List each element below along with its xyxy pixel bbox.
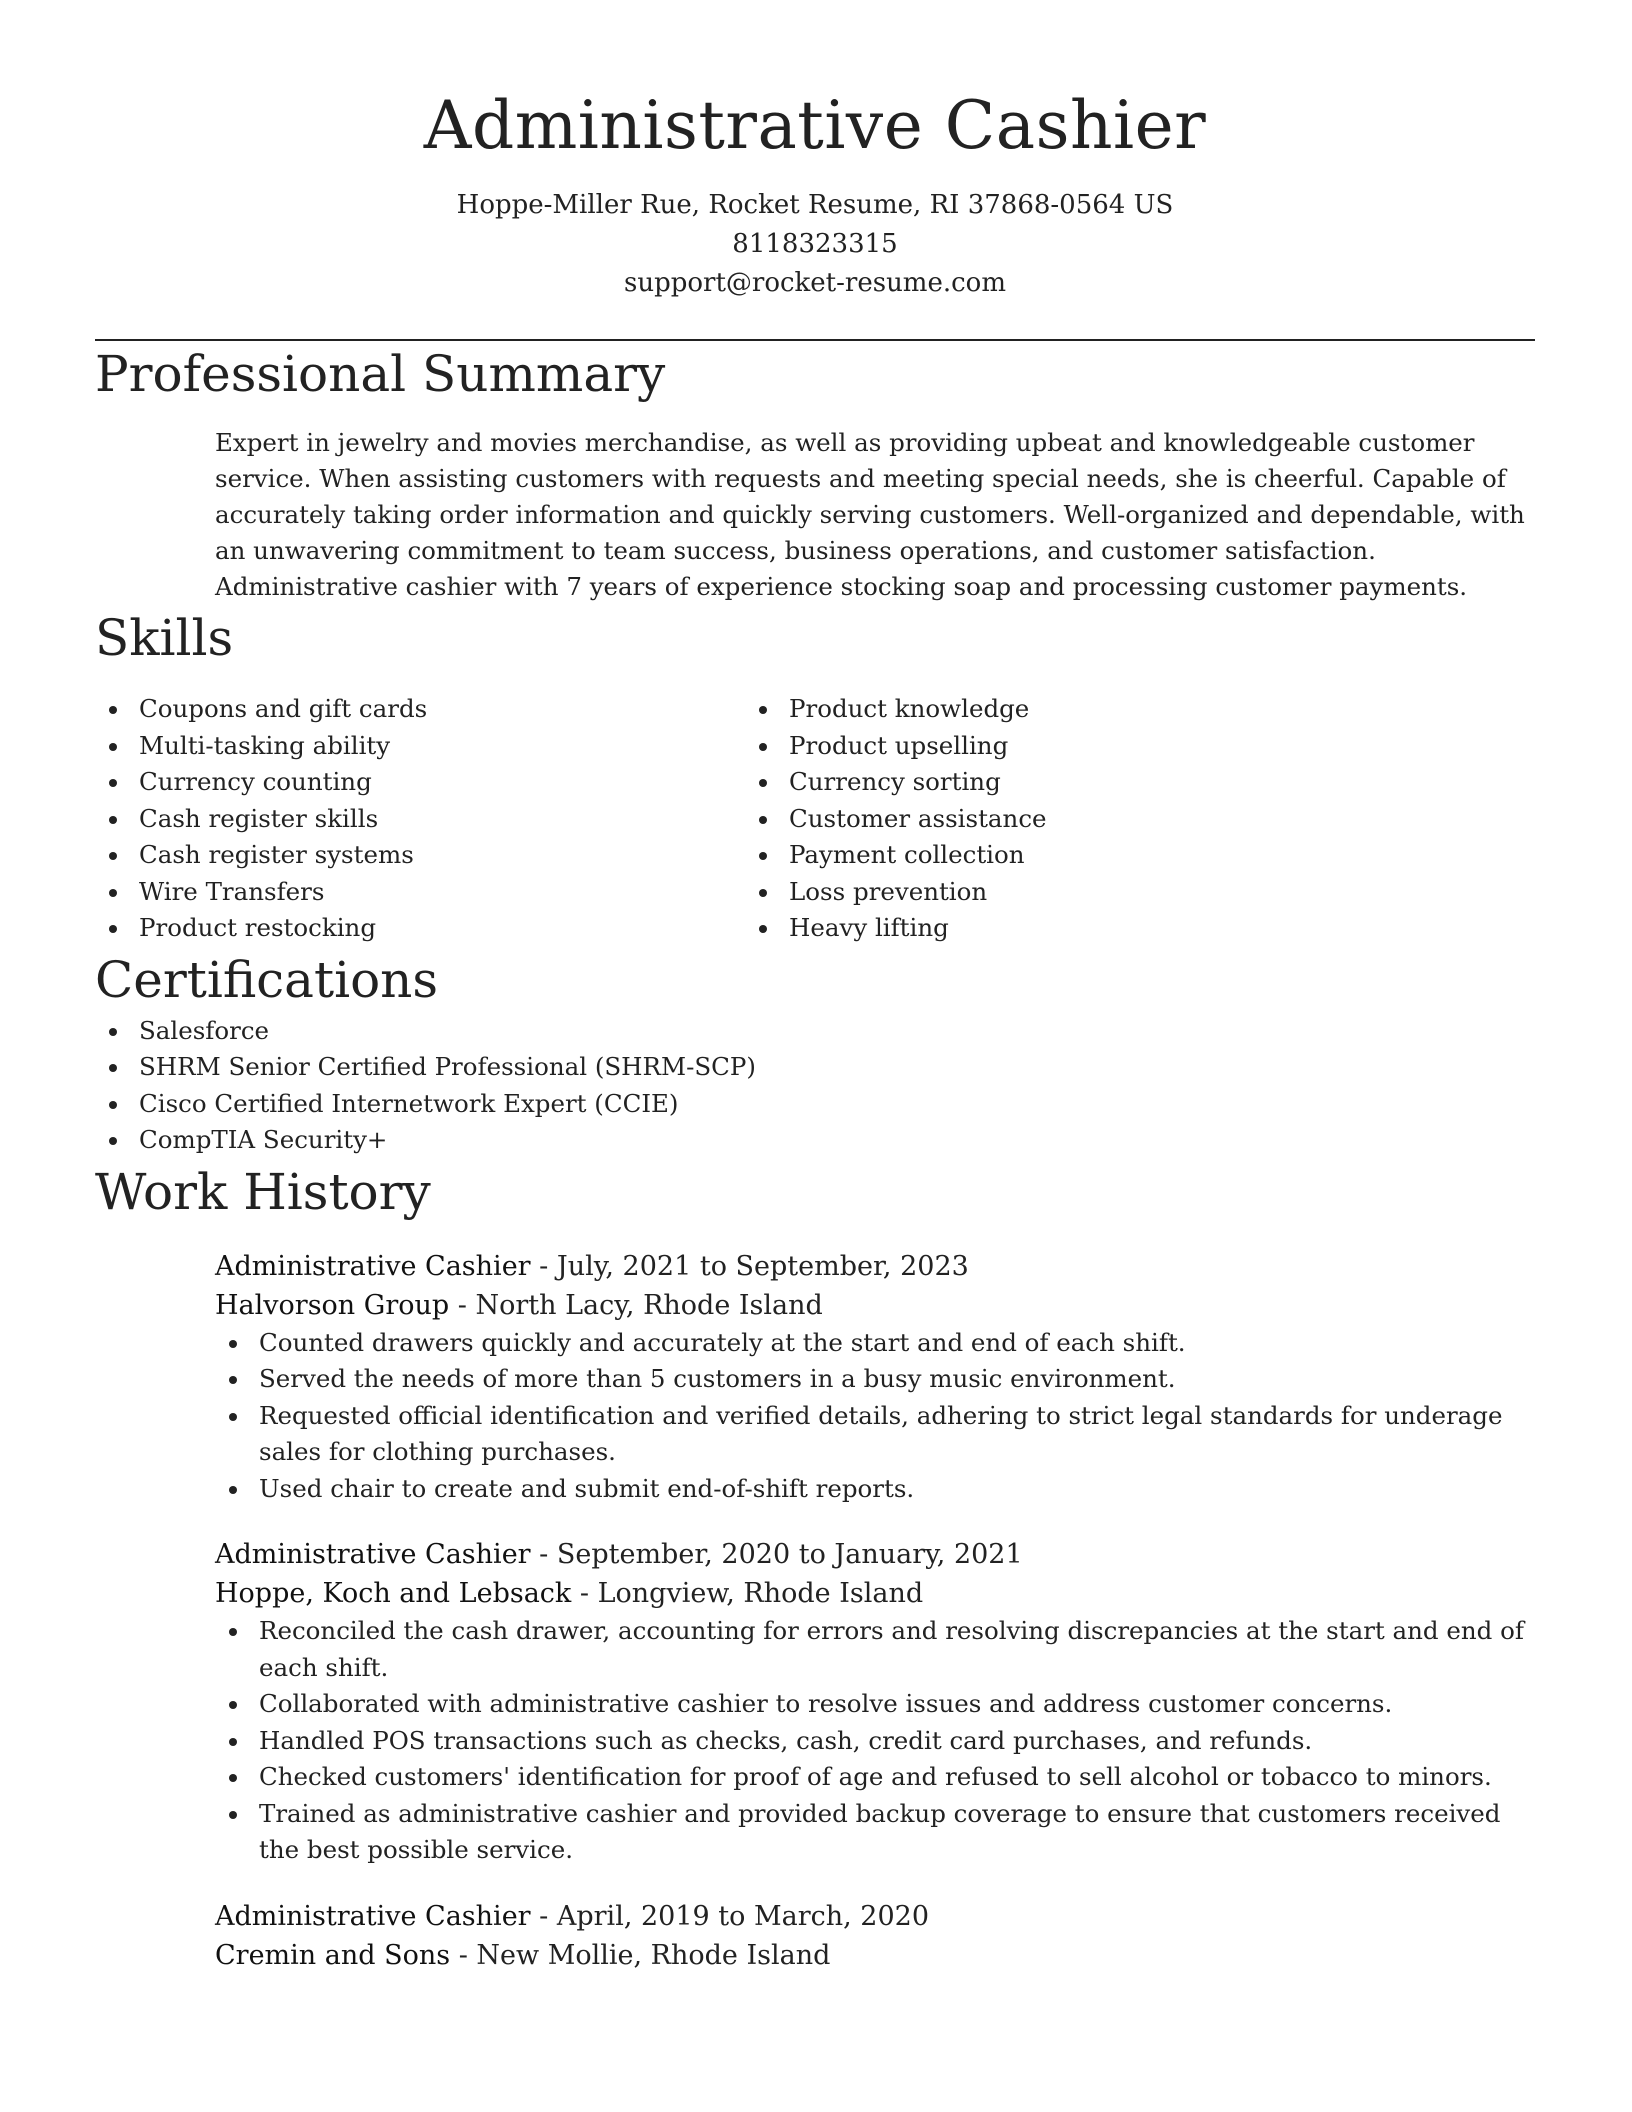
job-duty: Used chair to create and submit end-of-shift reports.	[215, 1471, 1535, 1508]
skill-item: Product upselling	[745, 728, 1305, 765]
job-duty: Counted drawers quickly and accurately at the start and end of each shift.	[215, 1325, 1535, 1362]
skill-item: Wire Transfers	[95, 874, 745, 911]
job-entry	[215, 1897, 1535, 1975]
phone: 8118323315	[732, 229, 898, 259]
job-title: Administrative Cashier	[215, 1900, 531, 1932]
candidate-name: Administrative Cashier	[423, 87, 1207, 164]
skill-item: Multi-tasking ability	[95, 728, 745, 765]
work-history-heading: Work History	[95, 1162, 431, 1221]
job-duty: Checked customers' identification for proof of age and refused to sell alcohol or tobacco to minors.	[215, 1759, 1535, 1796]
job-company-line	[215, 1286, 1535, 1325]
skills-columns	[95, 691, 1535, 947]
skill-item: Coupons and gift cards	[95, 691, 745, 728]
job-duty: Requested official identification and verified details, adhering to strict legal standards for underage sales for clothing purchases.	[215, 1398, 1535, 1471]
address: Hoppe-Miller Rue, Rocket Resume, RI 37868-0564 US	[456, 190, 1174, 220]
contact-block	[95, 186, 1535, 303]
skill-item: Loss prevention	[745, 874, 1305, 911]
job-duty: Trained as administrative cashier and provided backup coverage to ensure that customers received the best possible service.	[215, 1796, 1535, 1869]
certifications-list	[95, 1013, 1535, 1159]
job-title-line	[215, 1247, 1535, 1286]
job-company: Cremin and Sons	[215, 1939, 451, 1971]
job-dates: - July, 2021 to September, 2023	[530, 1250, 969, 1282]
skills-list-left	[95, 691, 745, 947]
job-entry	[215, 1247, 1535, 1508]
job-company-line	[215, 1574, 1535, 1613]
skill-item: Product knowledge	[745, 691, 1305, 728]
summary-section	[95, 341, 1535, 605]
job-location: - New Mollie, Rhode Island	[450, 1939, 831, 1971]
skill-item: Cash register skills	[95, 801, 745, 838]
skill-item: Product restocking	[95, 910, 745, 947]
email: support@rocket-resume.com	[623, 268, 1006, 298]
work-history-section	[95, 1159, 1535, 1975]
certifications-heading: Certifications	[95, 950, 439, 1009]
skills-heading: Skills	[95, 609, 234, 667]
job-title-line	[215, 1897, 1535, 1936]
job-dates: - September, 2020 to January, 2021	[530, 1539, 1023, 1570]
job-duty: Collaborated with administrative cashier to resolve issues and address customer concerns.	[215, 1686, 1535, 1723]
job-company: Halvorson Group	[215, 1289, 450, 1321]
certification-item: Cisco Certified Internetwork Expert (CCIE)	[95, 1086, 1535, 1123]
skill-item: Currency sorting	[745, 764, 1305, 801]
job-company: Hoppe, Koch and Lebsack	[215, 1578, 572, 1609]
job-duty: Handled POS transactions such as checks, cash, credit card purchases, and refunds.	[215, 1723, 1535, 1760]
job-duties-list	[95, 1325, 1535, 1508]
job-location: - North Lacy, Rhode Island	[449, 1289, 823, 1321]
job-company-line	[215, 1936, 1535, 1975]
summary-text: Expert in jewelry and movies merchandise, as well as providing upbeat and knowledgeable customer service. When assisting customers with requests and meeting special needs, she is cheerful. Capable of accurately taking order information and quickly serving customers. Well-organized and dependable, with an unwavering commitment to team success, business operations, and customer satisfaction. Administrative cashier with 7 years of experience stocking soap and processing customer payments.	[215, 428, 1525, 601]
resume-page	[95, 0, 1535, 1975]
job-duties-list	[95, 1613, 1535, 1869]
skill-item: Heavy lifting	[745, 910, 1305, 947]
skill-item: Currency counting	[95, 764, 745, 801]
certification-item: SHRM Senior Certified Professional (SHRM-SCP)	[95, 1049, 1535, 1086]
job-title: Administrative Cashier	[215, 1250, 531, 1282]
certifications-section	[95, 947, 1535, 1159]
job-location: - Longview, Rhode Island	[571, 1578, 924, 1609]
skills-section	[95, 605, 1535, 947]
summary-heading: Professional Summary	[95, 345, 666, 403]
certification-item: Salesforce	[95, 1013, 1535, 1050]
job-duty: Served the needs of more than 5 customers in a busy music environment.	[215, 1361, 1535, 1398]
resume-header	[95, 0, 1535, 341]
job-title-line	[215, 1535, 1535, 1574]
job-entry	[215, 1535, 1535, 1869]
skill-item: Cash register systems	[95, 837, 745, 874]
certification-item: CompTIA Security+	[95, 1122, 1535, 1159]
skill-item: Customer assistance	[745, 801, 1305, 838]
skill-item: Payment collection	[745, 837, 1305, 874]
skills-list-right	[745, 691, 1305, 947]
job-duty: Reconciled the cash drawer, accounting for errors and resolving discrepancies at the start and end of each shift.	[215, 1613, 1535, 1686]
job-title: Administrative Cashier	[215, 1539, 531, 1570]
job-dates: - April, 2019 to March, 2020	[530, 1900, 930, 1932]
